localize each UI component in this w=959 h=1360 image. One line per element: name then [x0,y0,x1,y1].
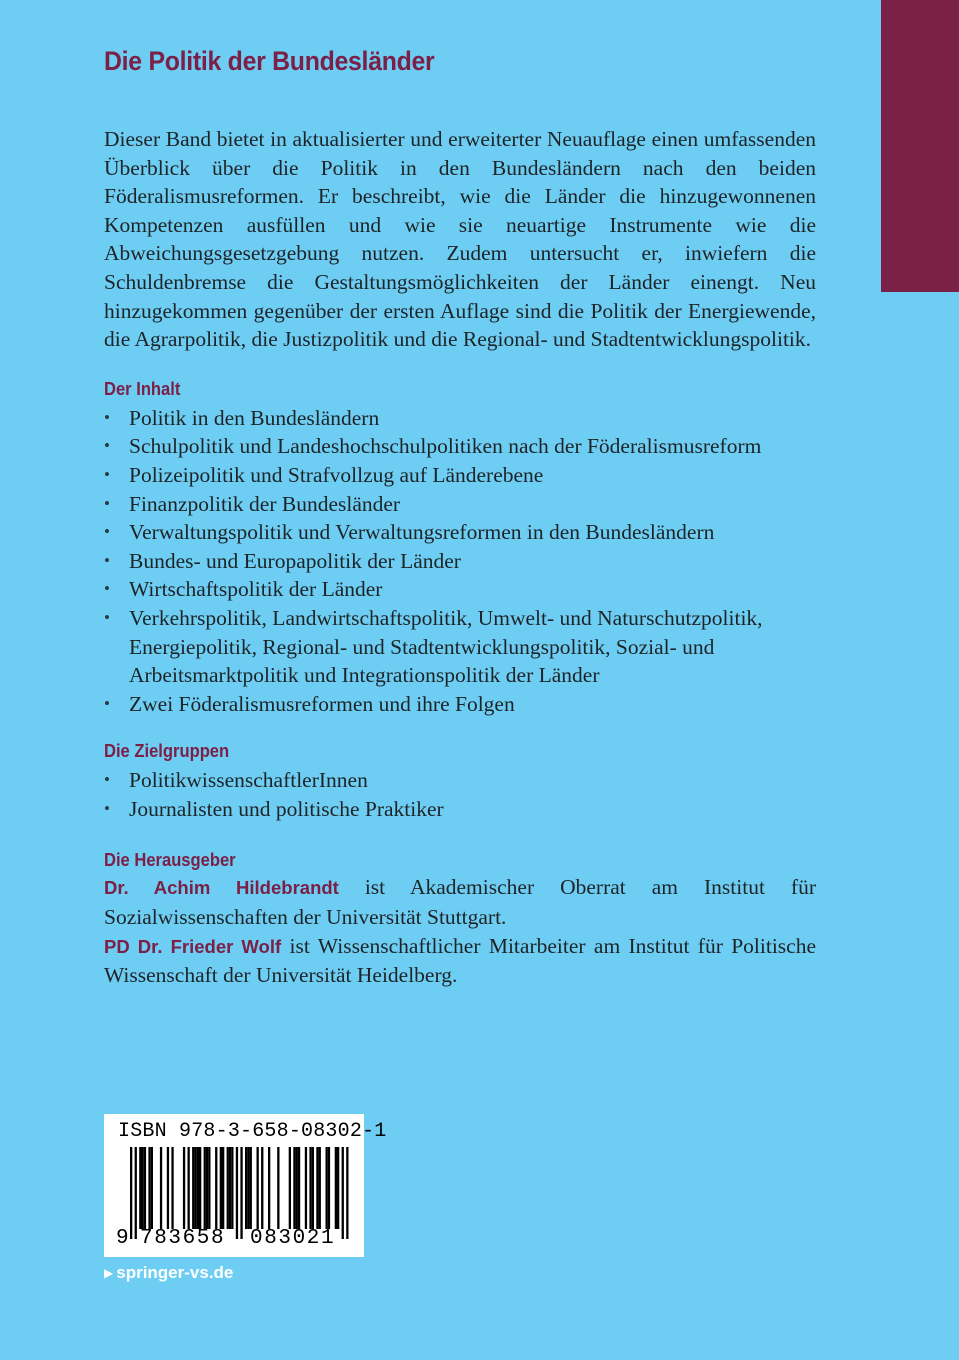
list-item: • Schulpolitik und Landeshochschulpolitiken nach der Föderalismusreform [104,432,816,461]
barcode-bar [220,1147,222,1229]
barcode-bar [319,1147,321,1229]
barcode-bar [245,1147,247,1229]
editors-heading: Die Herausgeber [104,850,236,871]
barcode-bar [183,1147,185,1229]
editor-bio: Dr. Achim Hildebrandt ist Akademischer Oberrat am Institut für Sozialwissenschaften der Universität Stuttgart. [104,875,816,930]
barcode-bar [231,1147,233,1229]
barcode-bar [337,1147,339,1229]
isbn-label: ISBN 978-3-658-08302-1 [118,1120,387,1143]
contents-heading: Der Inhalt [104,378,181,399]
barcode-bar [222,1147,224,1229]
barcode-bar [199,1147,201,1229]
barcode-bar [257,1147,259,1229]
list-item: • Verkehrspolitik, Landwirtschaftspolitik, Umwelt- und Naturschutzpolitik, Energiepolitik, Regional- und Stadtentwicklungspolitik, Sozial- und Arbeitsmarktpolitik und Integrationspolitik der Länder [104,605,763,688]
barcode-bar [151,1147,153,1229]
barcode-bar [247,1147,249,1229]
list-item: • Verwaltungspolitik und Verwaltungsreformen in den Bundesländern [104,518,816,547]
barcode-bar [309,1147,311,1229]
barcode-bar [240,1147,242,1239]
editor-name: Dr. Achim Hildebrandt [104,877,339,899]
barcode-bar [277,1147,279,1229]
barcode-bar [296,1147,298,1229]
barcode-bar [342,1147,344,1239]
barcode-bar [197,1147,199,1229]
barcode-bar [160,1147,162,1229]
audience-heading: Die Zielgruppen [104,741,230,762]
barcode-bar [192,1147,194,1229]
bullet-icon: • [104,693,110,713]
barcode-bar [326,1147,328,1229]
isbn-barcode [104,1114,387,1257]
barcode-bar [208,1147,210,1229]
barcode-bar [229,1147,231,1229]
barcode-bar [250,1147,252,1229]
barcode-bar [268,1147,270,1229]
barcode-bar [312,1147,314,1229]
bullet-icon: • [104,493,110,513]
bullet-icon: • [104,798,110,818]
bullet-icon: • [104,770,110,790]
bullet-icon: • [104,550,110,570]
barcode-bar [167,1147,169,1229]
list-item: • Bundes- und Europapolitik der Länder [104,547,816,576]
barcode-bar [135,1147,137,1239]
barcode-bar [171,1147,173,1229]
barcode-bar [130,1147,132,1239]
barcode-digits: 9 783658 083021 [116,1227,336,1250]
barcode-bar [316,1147,318,1229]
barcode-bar [335,1147,337,1229]
barcode-bar [227,1147,229,1229]
barcode-bar [346,1147,348,1239]
list-item: • PolitikwissenschaftlerInnen [104,766,816,795]
list-item: • Finanzpolitik der Bundesländer [104,490,816,519]
accent-band [881,0,959,292]
barcode-bar [142,1147,144,1229]
barcode-bar [148,1147,150,1229]
barcode-bar [328,1147,330,1229]
audience-list [104,766,816,823]
back-cover-content [104,46,816,990]
barcode-bar [289,1147,291,1229]
bullet-icon: • [104,522,110,542]
barcode-bar [139,1147,141,1229]
book-description: Dieser Band bietet in aktualisierter und erweiterter Neuauflage einen umfassenden Überblick über die Politik in den Bundesländern nach den beiden Föderalismusreformen. Er beschreibt, wie die Länder die hinzugewonnenen Kompetenzen ausfüllen und wie sie neuartige Instrumente wie die Abweichungsgesetzgebung nutzen. Zudem untersucht er, inwiefern die Schuldenbremse die Gestaltungsmöglichkeiten der Länder einengt. Neu hinzugekommen gegenüber der ersten Auflage sind die Politik der Energiewende, die Agrarpolitik, die Justizpolitik und die Regional- und Stadtentwicklungspolitik. [104,127,816,352]
publisher-website[interactable]: ▶ springer-vs.de [104,1263,234,1282]
barcode-bar [305,1147,307,1229]
barcode-bar [236,1147,238,1239]
barcode-bar [215,1147,217,1229]
book-title: Die Politik der Bundesländer [104,46,435,76]
bullet-icon: • [104,464,110,484]
barcode-bar [194,1147,196,1229]
list-item: • Wirtschaftspolitik der Länder [104,575,816,604]
list-item: • Journalisten und politische Praktiker [104,795,816,824]
contents-list [104,404,816,719]
bullet-icon: • [104,579,110,599]
list-item: • Polizeipolitik und Strafvollzug auf Länderebene [104,461,816,490]
barcode-bar [206,1147,208,1229]
bullet-icon: • [104,607,110,627]
arrow-right-icon: ▶ [104,1266,114,1280]
barcode-bar [298,1147,300,1229]
editor-name: PD Dr. Frieder Wolf [104,935,282,957]
barcode-bar [144,1147,146,1229]
barcode-bar [261,1147,263,1229]
bullet-icon: • [104,436,110,456]
barcode-bar [204,1147,206,1229]
list-item: • Zwei Föderalismusreformen und ihre Folgen [104,690,816,719]
editor-bio: PD Dr. Frieder Wolf ist Wissenschaftlicher Mitarbeiter am Institut für Politische Wissenschaft der Universität Heidelberg. [104,933,817,988]
bullet-icon: • [104,407,110,427]
list-item: • Politik in den Bundesländern [104,404,816,433]
barcode-bar [188,1147,190,1229]
barcode-bar [293,1147,295,1229]
